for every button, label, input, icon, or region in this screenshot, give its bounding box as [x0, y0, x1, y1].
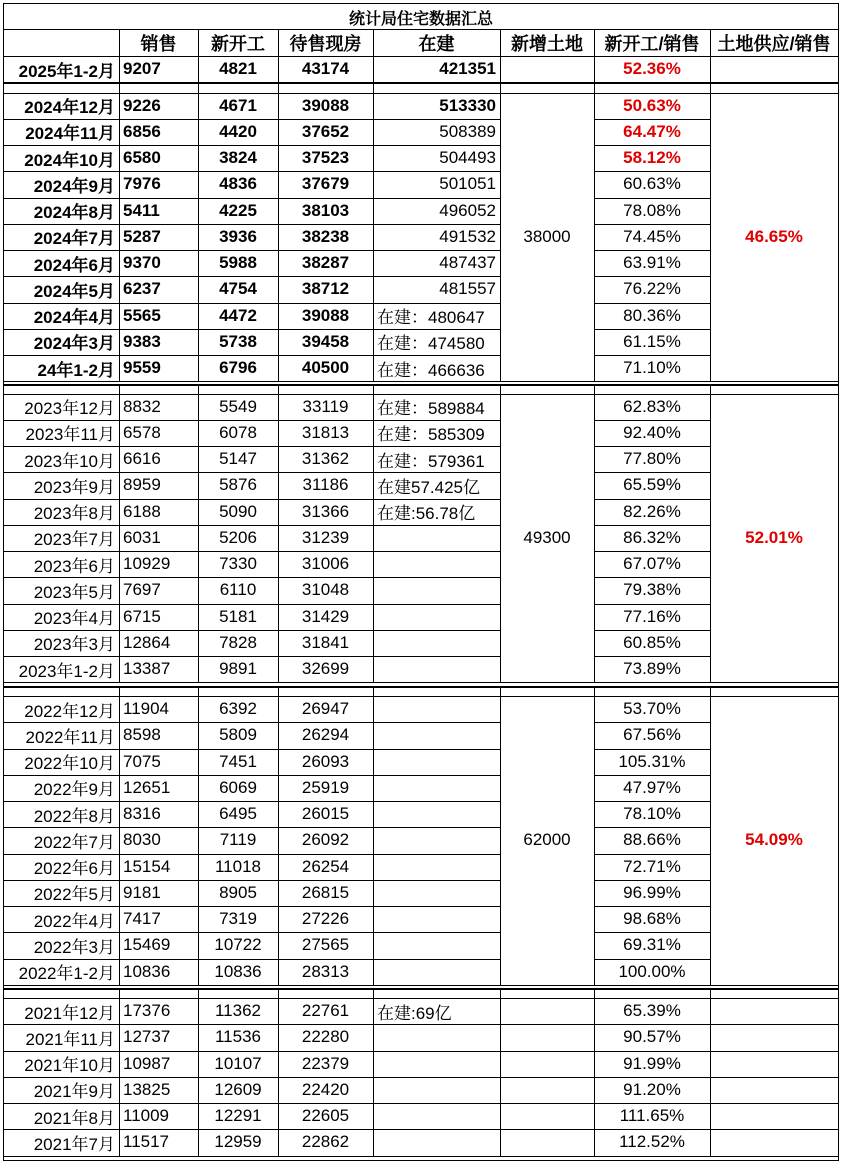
cell-sales: 7976: [123, 174, 161, 194]
cell-ratio: 88.66%: [623, 830, 681, 850]
cell-inventory: 28313: [301, 961, 350, 981]
row-month: 2024年9月: [33, 176, 115, 196]
row-month: 2024年3月: [33, 334, 115, 354]
cell-inventory: 39458: [301, 331, 350, 351]
spacer-col-divider: [198, 686, 199, 696]
cell-sales: 8598: [123, 725, 161, 745]
row-month: 2022年3月: [33, 937, 115, 957]
row-month: 2021年9月: [33, 1082, 115, 1102]
cell-inventory: 22862: [301, 1132, 350, 1152]
spacer-col-divider: [594, 988, 595, 998]
row-month: 24年1-2月: [37, 360, 115, 380]
cell-inventory: 22379: [301, 1053, 350, 1073]
spacer-col-divider: [710, 686, 711, 696]
cell-ratio: 50.63%: [623, 95, 681, 115]
cell-ratio: 58.12%: [623, 148, 681, 168]
cell-construction: [373, 932, 500, 958]
cell-inventory: 27565: [301, 935, 350, 955]
cell-starts: 10722: [214, 935, 262, 955]
row-month: 2021年7月: [33, 1134, 115, 1154]
block-separator-top: [4, 384, 838, 386]
sheet-bottom-border: [3, 1160, 839, 1161]
cell-construction: [373, 630, 500, 656]
cell-construction: 在建:69亿: [377, 1003, 452, 1023]
cell-starts: 4225: [219, 200, 257, 220]
cell-ratio: 61.15%: [623, 331, 681, 351]
cell-construction: 在建：480647: [377, 308, 485, 328]
cell-construction: [373, 656, 500, 682]
cell-inventory: 31186: [302, 475, 349, 495]
cell-sales: 11904: [123, 699, 170, 719]
cell-construction: [373, 854, 500, 880]
spacer-col-divider: [373, 83, 374, 93]
cell-ratio: 86.32%: [623, 527, 681, 547]
cell-construction: [373, 775, 500, 801]
cell-inventory: 40500: [301, 358, 350, 378]
cell-inventory: 25919: [301, 777, 350, 797]
table-title: 统计局住宅数据汇总: [348, 10, 493, 28]
cell-inventory: 26015: [301, 804, 350, 824]
cell-starts: 12959: [214, 1132, 262, 1152]
cell-sales: 6856: [123, 121, 161, 141]
cell-sales: 6237: [123, 279, 161, 299]
cell-sales: 7697: [123, 580, 161, 600]
cell-inventory: 22420: [301, 1079, 350, 1099]
cell-sales: 6715: [123, 606, 161, 626]
cell-ratio: 91.99%: [623, 1053, 681, 1073]
cell-construction: [373, 525, 500, 551]
cell-starts: 5147: [219, 449, 257, 469]
cell-starts: 9891: [219, 659, 257, 679]
cell-land: 38000: [523, 226, 571, 246]
cell-sales: 9370: [123, 253, 161, 273]
cell-inventory: 39088: [301, 95, 350, 115]
cell-construction: [373, 880, 500, 906]
cell-inventory: 31362: [301, 449, 350, 469]
row-month: 2022年7月: [33, 832, 115, 852]
header-starts: 新开工: [211, 34, 265, 54]
row-month: 2022年12月: [24, 701, 115, 721]
row-month: 2022年11月: [25, 727, 115, 747]
cell-construction: 421351: [439, 59, 496, 79]
cell-construction: [373, 749, 500, 775]
row-month: 2023年10月: [24, 451, 115, 471]
cell-construction: 491532: [439, 226, 496, 246]
cell-starts: 7319: [219, 909, 257, 929]
cell-construction: [373, 551, 500, 577]
spacer-col-divider: [119, 988, 120, 998]
cell-starts: 5988: [219, 253, 257, 273]
cell-construction: [373, 1051, 500, 1077]
cell-sales: 13825: [123, 1079, 171, 1099]
cell-inventory: 22761: [301, 1001, 350, 1021]
spacer-col-divider: [594, 686, 595, 696]
cell-ratio: 64.47%: [623, 121, 681, 141]
row-month: 2023年12月: [24, 399, 115, 419]
cell-inventory: 31813: [301, 422, 350, 442]
cell-starts: 11362: [214, 1001, 261, 1021]
header-land: 新增土地: [511, 34, 583, 54]
cell-inventory: 31048: [301, 580, 350, 600]
cell-sales: 12864: [123, 632, 171, 652]
cell-sales: 9226: [123, 95, 161, 115]
cell-ratio: 92.40%: [623, 422, 681, 442]
header-ratio: 新开工/销售: [604, 34, 700, 54]
header-construction: 在建: [418, 34, 455, 54]
cell-sales: 17376: [123, 1001, 171, 1021]
cell-construction: 496052: [439, 200, 496, 220]
header-inventory: 待售现房: [289, 34, 362, 54]
row-month: 2022年5月: [33, 885, 115, 905]
cell-ratio: 60.63%: [623, 174, 681, 194]
cell-construction: [373, 1103, 500, 1129]
cell-inventory: 31841: [301, 632, 350, 652]
spacer-col-divider: [500, 686, 501, 696]
cell-ratio: 52.36%: [623, 59, 681, 79]
cell-starts: 4836: [219, 174, 257, 194]
cell-inventory: 26815: [301, 882, 350, 902]
cell-construction: 在建：474580: [377, 334, 485, 354]
cell-ratio: 96.99%: [623, 882, 681, 902]
cell-ratio: 60.85%: [623, 632, 681, 652]
cell-sales: 13387: [123, 659, 171, 679]
cell-starts: 7828: [219, 632, 257, 652]
cell-starts: 10107: [214, 1053, 262, 1073]
cell-starts: 5549: [219, 396, 257, 416]
cell-inventory: 31006: [301, 554, 350, 574]
cell-starts: 12291: [214, 1106, 262, 1126]
cell-construction: [373, 1129, 500, 1155]
cell-sales: 9559: [123, 358, 161, 378]
cell-ratio: 47.97%: [623, 777, 681, 797]
cell-starts: 10836: [214, 961, 262, 981]
cell-land: [500, 56, 594, 82]
cell-ratio: 73.89%: [623, 659, 681, 679]
cell-construction: [373, 1077, 500, 1103]
spacer-col-divider: [710, 384, 711, 394]
cell-sales: 7417: [123, 909, 161, 929]
cell-ratio: 78.08%: [623, 200, 681, 220]
row-month: 2021年12月: [24, 1003, 115, 1023]
spacer-col-divider: [119, 384, 120, 394]
spacer-col-divider: [278, 686, 279, 696]
block-bottom-rule: [4, 985, 838, 986]
spacer-col-divider: [710, 83, 711, 93]
row-month: 2022年1-2月: [18, 964, 115, 984]
cell-ratio: 80.36%: [623, 305, 681, 325]
cell-construction: 481557: [439, 279, 496, 299]
row-month: 2023年4月: [33, 609, 115, 629]
cell-construction: 504493: [439, 148, 496, 168]
spacer-col-divider: [373, 384, 374, 394]
cell-sales: 10836: [123, 961, 171, 981]
row-month: 2023年5月: [33, 582, 115, 602]
cell-ratio: 78.10%: [623, 804, 681, 824]
spacer-col-divider: [500, 384, 501, 394]
row-month: 2024年4月: [33, 308, 115, 328]
header-land-ratio: 土地供应/销售: [717, 34, 831, 54]
cell-land-ratio: 46.65%: [745, 226, 803, 246]
cell-starts: 4821: [219, 59, 257, 79]
cell-land-ratio: [710, 56, 838, 82]
cell-sales: 5287: [123, 226, 161, 246]
spacer-col-divider: [373, 988, 374, 998]
cell-ratio: 74.45%: [623, 226, 681, 246]
cell-starts: 11018: [214, 856, 261, 876]
spacer-col-divider: [710, 988, 711, 998]
cell-sales: 9207: [123, 59, 161, 79]
cell-inventory: 31366: [301, 501, 350, 521]
row-month: 2021年11月: [25, 1029, 115, 1049]
cell-ratio: 65.39%: [623, 1001, 681, 1021]
cell-sales: 6580: [123, 148, 161, 168]
cell-construction: 508389: [439, 121, 496, 141]
cell-ratio: 112.52%: [619, 1132, 685, 1152]
row-month: 2024年5月: [33, 281, 115, 301]
cell-construction: 在建：585309: [377, 425, 485, 445]
spacer-col-divider: [278, 384, 279, 394]
cell-construction: 在建57.425亿: [377, 477, 480, 497]
row-month: 2022年10月: [24, 754, 115, 774]
cell-land-ratio: 52.01%: [745, 527, 803, 547]
cell-sales: 5565: [123, 305, 161, 325]
cell-inventory: 37523: [301, 148, 350, 168]
cell-ratio: 71.10%: [623, 358, 681, 378]
cell-land: [500, 998, 594, 1156]
cell-ratio: 67.07%: [623, 554, 681, 574]
row-month: 2023年8月: [33, 504, 115, 524]
spacer-col-divider: [119, 83, 120, 93]
cell-land: 49300: [523, 527, 571, 547]
sheet-top-border: [3, 3, 839, 4]
cell-ratio: 79.38%: [623, 580, 681, 600]
block-separator-top: [4, 83, 838, 84]
block-separator-top: [4, 988, 838, 990]
spacer-col-divider: [278, 83, 279, 93]
cell-construction: 在建:56.78亿: [377, 504, 476, 524]
cell-sales: 15469: [123, 935, 171, 955]
spacer-col-divider: [119, 686, 120, 696]
cell-ratio: 90.57%: [623, 1027, 681, 1047]
cell-sales: 6188: [123, 501, 161, 521]
spacer-col-divider: [373, 686, 374, 696]
cell-sales: 12737: [123, 1027, 171, 1047]
row-month: 2021年10月: [24, 1056, 115, 1076]
cell-starts: 4420: [219, 121, 257, 141]
cell-sales: 8030: [123, 830, 161, 850]
cell-ratio: 91.20%: [623, 1079, 681, 1099]
row-month: 2024年6月: [33, 255, 115, 275]
cell-sales: 9383: [123, 331, 161, 351]
row-month: 2023年1-2月: [18, 661, 115, 681]
cell-ratio: 100.00%: [618, 961, 686, 981]
cell-inventory: 38238: [301, 226, 350, 246]
spacer-col-divider: [500, 988, 501, 998]
spacer-col-divider: [278, 988, 279, 998]
row-month: 2022年6月: [33, 859, 115, 879]
cell-construction: [373, 1024, 500, 1050]
cell-sales: 10987: [123, 1053, 171, 1073]
cell-construction: [373, 801, 500, 827]
block-bottom-rule: [4, 1156, 838, 1157]
row-month: 2024年12月: [24, 98, 115, 118]
cell-sales: 8832: [123, 396, 161, 416]
cell-sales: 9181: [123, 882, 161, 902]
row-month: 2021年8月: [33, 1108, 115, 1128]
cell-construction: 513330: [439, 95, 496, 115]
cell-sales: 6031: [123, 527, 161, 547]
cell-ratio: 77.16%: [623, 606, 681, 626]
cell-construction: [373, 722, 500, 748]
cell-ratio: 82.26%: [623, 501, 681, 521]
row-month: 2023年9月: [33, 477, 115, 497]
cell-inventory: 26092: [301, 830, 350, 850]
row-month: 2023年3月: [33, 635, 115, 655]
cell-inventory: 39088: [301, 305, 350, 325]
cell-starts: 6110: [219, 580, 257, 600]
cell-ratio: 65.59%: [623, 475, 681, 495]
cell-ratio: 76.22%: [623, 279, 681, 299]
cell-inventory: 38287: [301, 253, 350, 273]
cell-sales: 7075: [123, 751, 161, 771]
spacer-col-divider: [594, 83, 595, 93]
header-sales: 销售: [140, 34, 177, 54]
cell-sales: 15154: [123, 856, 171, 876]
cell-starts: 6796: [219, 358, 257, 378]
cell-starts: 5738: [219, 331, 257, 351]
cell-inventory: 26294: [301, 725, 350, 745]
cell-inventory: 32699: [301, 659, 350, 679]
cell-construction: [373, 696, 500, 722]
cell-construction: 501051: [439, 174, 496, 194]
cell-starts: 4754: [219, 279, 257, 299]
cell-inventory: 26093: [301, 751, 350, 771]
cell-inventory: 22280: [301, 1027, 350, 1047]
cell-construction: 在建：589884: [377, 399, 485, 419]
cell-starts: 8905: [219, 882, 257, 902]
cell-inventory: 37652: [301, 121, 350, 141]
row-month: 2024年8月: [33, 203, 115, 223]
cell-sales: 10929: [123, 554, 171, 574]
sheet-right-border: [838, 3, 839, 1161]
spacer-col-divider: [594, 384, 595, 394]
header-month: [4, 30, 119, 56]
cell-inventory: 38712: [301, 279, 350, 299]
cell-starts: 11536: [214, 1027, 261, 1047]
cell-sales: 11517: [123, 1132, 170, 1152]
row-month: 2024年7月: [33, 229, 115, 249]
cell-sales: 6578: [123, 422, 161, 442]
cell-inventory: 26254: [301, 856, 350, 876]
cell-inventory: 22605: [301, 1106, 350, 1126]
cell-construction: [373, 604, 500, 630]
row-month: 2023年7月: [33, 530, 115, 550]
spacer-col-divider: [500, 83, 501, 93]
cell-construction: [373, 577, 500, 603]
block-bottom-rule: [4, 682, 838, 683]
cell-starts: 4472: [219, 305, 257, 325]
cell-starts: 7119: [219, 830, 257, 850]
cell-inventory: 31239: [301, 527, 350, 547]
cell-construction: [373, 906, 500, 932]
cell-sales: 5411: [123, 200, 160, 220]
cell-ratio: 62.83%: [623, 396, 681, 416]
cell-construction: 487437: [439, 253, 496, 273]
cell-sales: 8959: [123, 475, 161, 495]
cell-ratio: 77.80%: [623, 449, 681, 469]
cell-starts: 6392: [219, 699, 257, 719]
cell-starts: 7451: [219, 751, 257, 771]
block-separator-top: [4, 686, 838, 688]
cell-starts: 4671: [219, 95, 257, 115]
cell-inventory: 27226: [301, 909, 350, 929]
cell-starts: 6069: [219, 777, 257, 797]
cell-land: 62000: [523, 830, 571, 850]
row-month: 2022年4月: [33, 911, 115, 931]
cell-sales: 6616: [123, 449, 161, 469]
spacer-col-divider: [198, 988, 199, 998]
cell-starts: 12609: [214, 1079, 262, 1099]
cell-ratio: 69.31%: [623, 935, 681, 955]
row-month: 2023年11月: [25, 425, 115, 445]
spacer-col-divider: [198, 83, 199, 93]
cell-land-ratio: [710, 998, 838, 1156]
cell-inventory: 31429: [301, 606, 350, 626]
cell-starts: 7330: [219, 554, 257, 574]
cell-ratio: 72.71%: [623, 856, 681, 876]
cell-starts: 5181: [219, 606, 257, 626]
row-month: 2022年8月: [33, 806, 115, 826]
cell-sales: 12651: [123, 777, 171, 797]
block-bottom-rule: [4, 381, 838, 382]
cell-starts: 6078: [219, 422, 257, 442]
cell-inventory: 43174: [301, 59, 350, 79]
cell-starts: 3936: [219, 226, 257, 246]
cell-construction: 在建：466636: [377, 360, 485, 380]
cell-sales: 8316: [123, 804, 161, 824]
row-month: 2024年11月: [25, 124, 115, 144]
spacer-col-divider: [198, 384, 199, 394]
cell-inventory: 37679: [301, 174, 350, 194]
cell-sales: 11009: [123, 1106, 170, 1126]
cell-starts: 5206: [219, 527, 257, 547]
cell-starts: 5809: [219, 725, 257, 745]
cell-inventory: 38103: [301, 200, 350, 220]
cell-ratio: 67.56%: [623, 725, 681, 745]
cell-ratio: 105.31%: [618, 751, 686, 771]
cell-ratio: 63.91%: [623, 253, 681, 273]
cell-inventory: 33119: [302, 396, 349, 416]
cell-construction: [373, 827, 500, 853]
cell-construction: 在建：579361: [377, 451, 485, 471]
row-month: 2025年1-2月: [18, 61, 115, 81]
cell-starts: 6495: [219, 804, 257, 824]
cell-ratio: 98.68%: [623, 909, 681, 929]
cell-starts: 5876: [219, 475, 257, 495]
cell-starts: 3824: [219, 148, 257, 168]
cell-inventory: 26947: [301, 699, 350, 719]
cell-ratio: 53.70%: [623, 699, 681, 719]
row-month: 2024年10月: [24, 150, 115, 170]
cell-starts: 5090: [219, 501, 257, 521]
row-month: 2022年9月: [33, 780, 115, 800]
cell-ratio: 111.65%: [619, 1106, 685, 1126]
cell-land-ratio: 54.09%: [745, 830, 803, 850]
row-month: 2023年6月: [33, 556, 115, 576]
cell-construction: [373, 959, 500, 985]
